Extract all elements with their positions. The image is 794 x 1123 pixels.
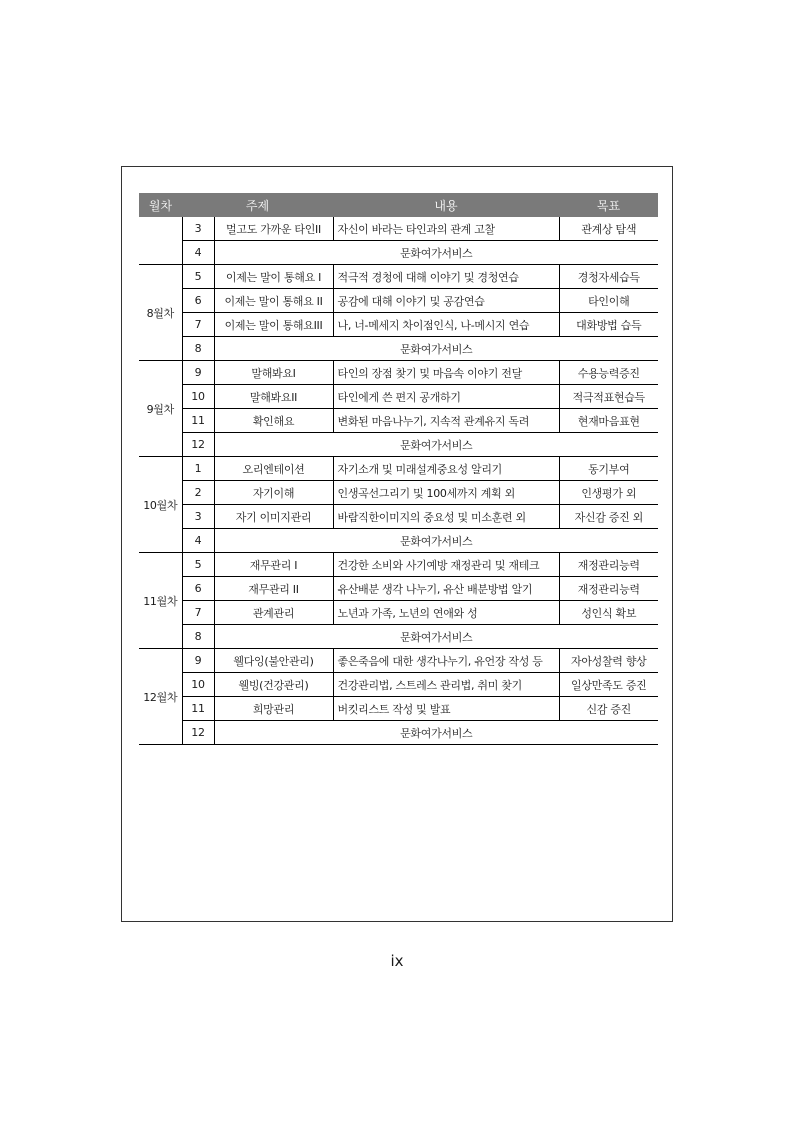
table-row [139,577,658,601]
topic-cell: 재무관리 I [214,553,333,577]
table-row [139,409,658,433]
session-number: 2 [182,481,214,505]
goal-cell: 인생평가 외 [559,481,658,505]
table-row [139,289,658,313]
topic-cell: 웰빙(건강관리) [214,673,333,697]
content-cell: 좋은죽음에 대한 생각나누기, 유언장 작성 등 [333,649,559,673]
topic-cell: 확인해요 [214,409,333,433]
content-cell: 유산배분 생각 나누기, 유산 배분방법 알기 [333,577,559,601]
session-number: 11 [182,409,214,433]
table-row [139,673,658,697]
table-row [139,265,658,289]
session-number: 8 [182,337,214,361]
goal-cell: 관계상 탐색 [559,217,658,241]
topic-cell: 말해봐요I [214,361,333,385]
topic-cell: 멀고도 가까운 타인II [214,217,333,241]
goal-cell: 경청자세습득 [559,265,658,289]
session-number: 1 [182,457,214,481]
page-number: ix [390,952,404,970]
month-cell: 9월차 [139,361,182,457]
table-row [139,553,658,577]
goal-cell: 신감 증진 [559,697,658,721]
service-row [139,625,658,649]
goal-cell: 자신감 증진 외 [559,505,658,529]
goal-cell: 동기부여 [559,457,658,481]
month-cell [139,217,182,265]
session-number: 8 [182,625,214,649]
content-cell: 나, 너-메세지 차이점인식, 나-메시지 연습 [333,313,559,337]
goal-cell: 수용능력증진 [559,361,658,385]
topic-cell: 말해봐요II [214,385,333,409]
service-row [139,337,658,361]
content-cell: 노년과 가족, 노년의 연애와 성 [333,601,559,625]
service-cell: 문화여가서비스 [214,433,658,457]
table-row [139,505,658,529]
content-cell: 공감에 대해 이야기 및 공감연습 [333,289,559,313]
goal-cell: 재정관리능력 [559,553,658,577]
session-number: 7 [182,313,214,337]
topic-cell: 이제는 말이 통해요 II [214,289,333,313]
goal-cell: 성인식 확보 [559,601,658,625]
table-row [139,217,658,241]
service-row [139,529,658,553]
topic-cell: 재무관리 II [214,577,333,601]
table-row [139,601,658,625]
session-number: 10 [182,385,214,409]
goal-cell: 현재마음표현 [559,409,658,433]
topic-cell: 이제는 말이 통해요III [214,313,333,337]
session-number: 3 [182,217,214,241]
topic-cell: 자기이해 [214,481,333,505]
service-cell: 문화여가서비스 [214,721,658,745]
topic-cell: 희망관리 [214,697,333,721]
content-cell: 인생곡선그리기 및 100세까지 계획 외 [333,481,559,505]
content-cell: 건강한 소비와 사기예방 재정관리 및 재테크 [333,553,559,577]
session-number: 12 [182,721,214,745]
table-row [139,481,658,505]
schedule-body [139,217,658,745]
schedule-table [139,193,658,745]
service-row [139,433,658,457]
session-number: 9 [182,649,214,673]
session-number: 12 [182,433,214,457]
session-number: 10 [182,673,214,697]
table-row [139,385,658,409]
session-number: 4 [182,241,214,265]
content-cell: 자신이 바라는 타인과의 관계 고찰 [333,217,559,241]
header-month: 월차 [139,193,182,217]
topic-cell: 웰다잉(불안관리) [214,649,333,673]
content-cell: 버킷리스트 작성 및 발표 [333,697,559,721]
month-cell: 11월차 [139,553,182,649]
table-row [139,649,658,673]
header-topic: 주제 [182,193,333,217]
topic-cell: 이제는 말이 통해요 I [214,265,333,289]
service-cell: 문화여가서비스 [214,529,658,553]
session-number: 7 [182,601,214,625]
session-number: 3 [182,505,214,529]
session-number: 6 [182,289,214,313]
session-number: 5 [182,553,214,577]
content-cell: 자기소개 및 미래설계중요성 알리기 [333,457,559,481]
goal-cell: 재정관리능력 [559,577,658,601]
content-cell: 타인에게 쓴 편지 공개하기 [333,385,559,409]
content-cell: 타인의 장점 찾기 및 마음속 이야기 전달 [333,361,559,385]
session-number: 4 [182,529,214,553]
session-number: 11 [182,697,214,721]
content-cell: 적극적 경청에 대해 이야기 및 경청연습 [333,265,559,289]
goal-cell: 자아성찰력 향상 [559,649,658,673]
service-cell: 문화여가서비스 [214,241,658,265]
month-cell: 12월차 [139,649,182,745]
content-cell: 바람직한이미지의 중요성 및 미소훈련 외 [333,505,559,529]
table-row [139,457,658,481]
service-row [139,721,658,745]
goal-cell: 일상만족도 증진 [559,673,658,697]
month-cell: 8월차 [139,265,182,361]
topic-cell: 관계관리 [214,601,333,625]
goal-cell: 적극적표현습득 [559,385,658,409]
content-cell: 변화된 마음나누기, 지속적 관계유지 독려 [333,409,559,433]
month-cell: 10월차 [139,457,182,553]
header-content: 내용 [333,193,559,217]
service-cell: 문화여가서비스 [214,337,658,361]
session-number: 5 [182,265,214,289]
table-row [139,361,658,385]
goal-cell: 타인이해 [559,289,658,313]
topic-cell: 자기 이미지관리 [214,505,333,529]
table-row [139,313,658,337]
session-number: 9 [182,361,214,385]
service-row [139,241,658,265]
topic-cell: 오리엔테이션 [214,457,333,481]
content-cell: 건강관리법, 스트레스 관리법, 취미 찾기 [333,673,559,697]
session-number: 6 [182,577,214,601]
service-cell: 문화여가서비스 [214,625,658,649]
table-row [139,697,658,721]
header-goal: 목표 [559,193,658,217]
header-row [139,193,658,217]
goal-cell: 대화방법 습득 [559,313,658,337]
